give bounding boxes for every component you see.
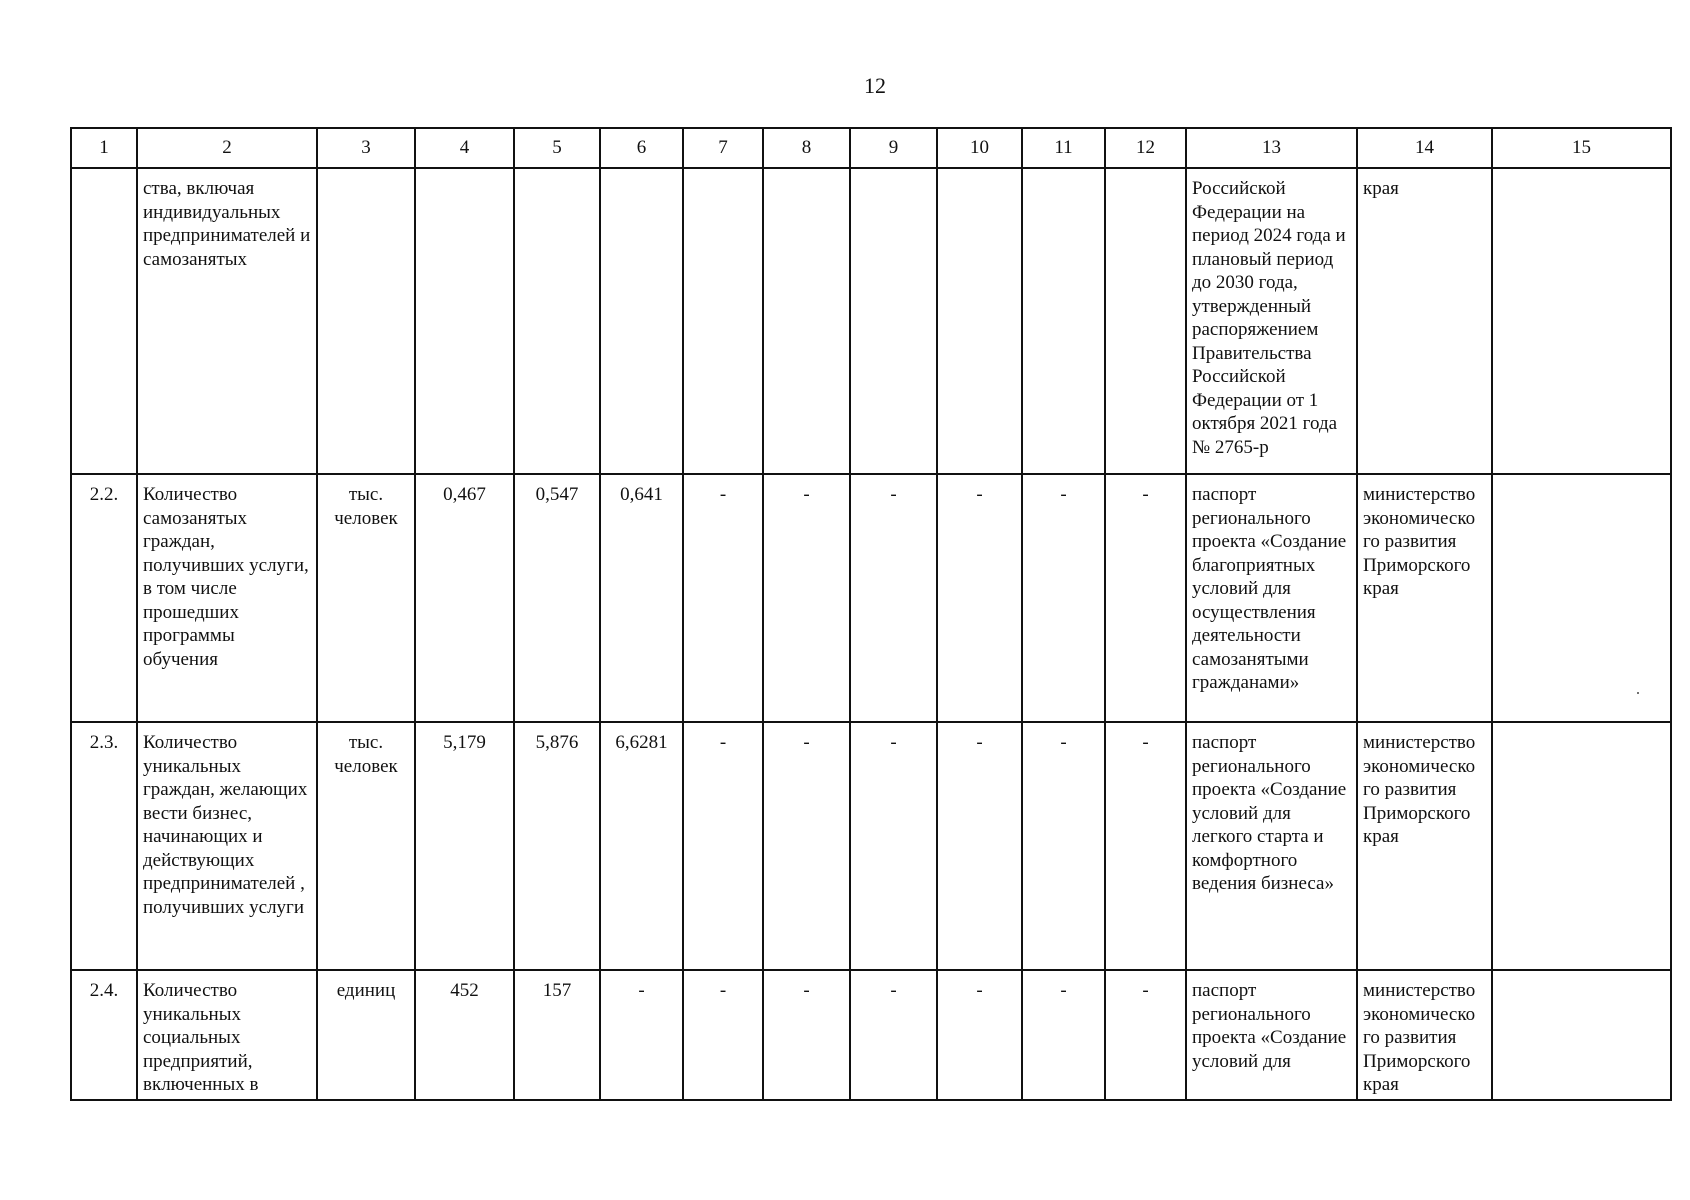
table-cell-col-12: - [1105,970,1186,1100]
table-cell-col-2: Количество уникальных социальных предприятий, включенных в [137,970,317,1100]
table-cell-col-6 [600,168,683,474]
column-header-13: 13 [1186,128,1357,168]
column-header-6: 6 [600,128,683,168]
table-cell-col-1: 2.3. [71,722,137,970]
table-cell-col-7: - [683,722,763,970]
table-cell-col-7: - [683,474,763,722]
table-cell-col-9: - [850,970,937,1100]
table-cell-col-6: - [600,970,683,1100]
table-cell-col-8: - [763,722,850,970]
table-cell-col-5: 157 [514,970,600,1100]
column-header-4: 4 [415,128,514,168]
table-cell-col-4: 0,467 [415,474,514,722]
column-header-8: 8 [763,128,850,168]
table-cell-col-10: - [937,970,1022,1100]
table-cell-col-1 [71,168,137,474]
table-cell-col-15 [1492,970,1671,1100]
table-cell-col-14: министерство экономическо го развития Приморского края [1357,722,1492,970]
table-cell-col-1: 2.2. [71,474,137,722]
table-cell-col-11: - [1022,722,1105,970]
column-header-11: 11 [1022,128,1105,168]
table-row [71,722,1671,970]
table-cell-col-11: - [1022,474,1105,722]
indicators-table [70,127,1672,1101]
table-cell-col-3: единиц [317,970,415,1100]
table-cell-col-11: - [1022,970,1105,1100]
table-cell-col-5 [514,168,600,474]
table-header-row [71,128,1671,168]
table-cell-col-8: - [763,474,850,722]
table-cell-col-12 [1105,168,1186,474]
column-header-3: 3 [317,128,415,168]
column-header-7: 7 [683,128,763,168]
table-cell-col-9: - [850,722,937,970]
table-cell-col-13: Российской Федерации на период 2024 года и плановый период до 2030 года, утвержденный распоряжением Правительства Российской Федерации от 1 октября 2021 года № 2765-р [1186,168,1357,474]
table-cell-col-13: паспорт регионального проекта «Создание благоприятных условий для осуществления деятельности самозанятыми гражданами» [1186,474,1357,722]
table-cell-col-14: края [1357,168,1492,474]
table-cell-col-15 [1492,474,1671,722]
table-cell-col-12: - [1105,474,1186,722]
table-cell-col-14: министерство экономическо го развития Приморского края [1357,970,1492,1100]
column-header-1: 1 [71,128,137,168]
table-cell-col-15 [1492,168,1671,474]
table-cell-col-13: паспорт регионального проекта «Создание условий для [1186,970,1357,1100]
table-cell-col-6: 6,6281 [600,722,683,970]
page-number: 12 [864,73,886,98]
table-row [71,970,1671,1100]
column-header-14: 14 [1357,128,1492,168]
table-cell-col-3: тыс. человек [317,474,415,722]
table-cell-col-9: - [850,474,937,722]
table-cell-col-4: 5,179 [415,722,514,970]
column-header-9: 9 [850,128,937,168]
table-cell-col-13: паспорт регионального проекта «Создание условий для легкого старта и комфортного ведения бизнеса» [1186,722,1357,970]
table-cell-col-2: Количество самозанятых граждан, получивших услуги, в том числе прошедших программы обучения [137,474,317,722]
column-header-12: 12 [1105,128,1186,168]
table-cell-col-8 [763,168,850,474]
table-cell-col-3: тыс. человек [317,722,415,970]
table-cell-col-4: 452 [415,970,514,1100]
table-cell-col-12: - [1105,722,1186,970]
table-cell-col-3 [317,168,415,474]
table-cell-col-10: - [937,722,1022,970]
table-cell-col-5: 0,547 [514,474,600,722]
table-cell-col-7 [683,168,763,474]
table-row [71,168,1671,474]
table-cell-col-9 [850,168,937,474]
column-header-2: 2 [137,128,317,168]
table-cell-col-7: - [683,970,763,1100]
table-cell-col-2: Количество уникальных граждан, желающих вести бизнес, начинающих и действующих предпринимателей , получивших услуги [137,722,317,970]
table-cell-col-15 [1492,722,1671,970]
table-cell-col-11 [1022,168,1105,474]
scan-speck [1637,692,1639,694]
table-cell-col-5: 5,876 [514,722,600,970]
table-cell-col-10: - [937,474,1022,722]
table-row [71,474,1671,722]
table-cell-col-8: - [763,970,850,1100]
table-cell-col-10 [937,168,1022,474]
table-cell-col-14: министерство экономическо го развития Приморского края [1357,474,1492,722]
table-cell-col-4 [415,168,514,474]
table-cell-col-1: 2.4. [71,970,137,1100]
column-header-10: 10 [937,128,1022,168]
column-header-15: 15 [1492,128,1671,168]
column-header-5: 5 [514,128,600,168]
table-cell-col-6: 0,641 [600,474,683,722]
table-cell-col-2: ства, включая индивидуальных предпринимателей и самозанятых [137,168,317,474]
